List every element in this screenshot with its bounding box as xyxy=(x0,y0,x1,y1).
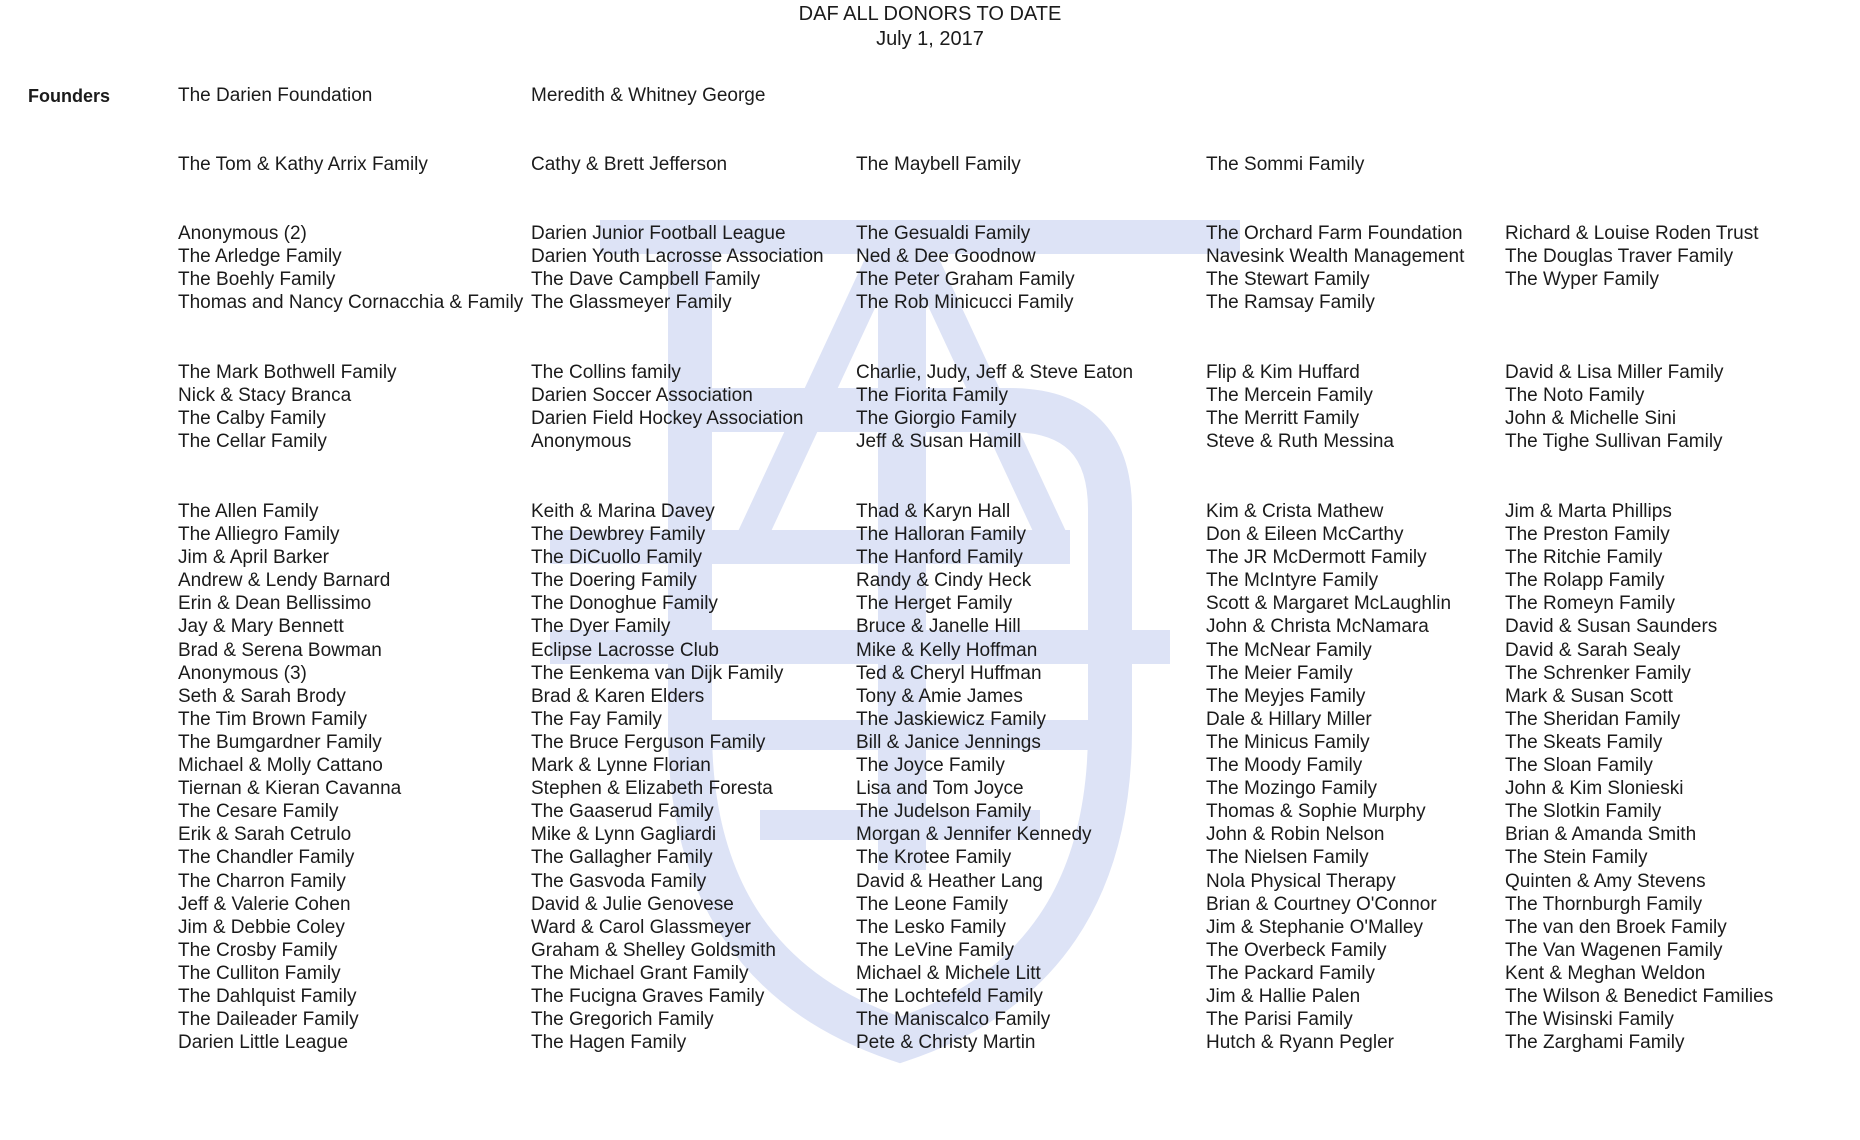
donor-name: Graham & Shelley Goldsmith xyxy=(531,939,776,961)
donor-name: The Slotkin Family xyxy=(1505,801,1662,823)
donor-name: Michael & Molly Cattano xyxy=(178,755,383,777)
donor-name: The Thornburgh Family xyxy=(1505,893,1703,915)
donor-name: David & Susan Saunders xyxy=(1505,616,1718,638)
donor-name: The Daileader Family xyxy=(178,1009,359,1031)
donor-name: John & Robin Nelson xyxy=(1206,824,1385,846)
donor-name: The Chandler Family xyxy=(178,847,355,869)
donor-name: The Wisinski Family xyxy=(1505,1009,1674,1031)
donor-name: Darien Junior Football League xyxy=(531,223,786,244)
donor-column-3 xyxy=(856,153,1021,176)
donor-name: The Doering Family xyxy=(531,570,697,592)
donor-name: Hutch & Ryann Pegler xyxy=(1206,1032,1394,1054)
donor-name: The Joyce Family xyxy=(856,755,1005,777)
donor-name: Navesink Wealth Management xyxy=(1206,246,1465,268)
donor-name: The Halloran Family xyxy=(856,524,1026,546)
donor-name: Darien Youth Lacrosse Association xyxy=(531,246,824,268)
donor-name: Keith & Marina Davey xyxy=(531,501,715,522)
donor-column-5 xyxy=(1505,222,1758,291)
donor-name: Scott & Margaret McLaughlin xyxy=(1206,593,1452,615)
donor-name: Ward & Carol Glassmeyer xyxy=(531,916,751,938)
donor-name: The Stein Family xyxy=(1505,847,1648,869)
donor-name: Nick & Stacy Branca xyxy=(178,385,352,407)
donor-name: The Romeyn Family xyxy=(1505,593,1675,615)
donor-name: The Douglas Traver Family xyxy=(1505,246,1734,268)
donor-name: The Nielsen Family xyxy=(1206,847,1369,869)
donor-name: Brian & Amanda Smith xyxy=(1505,824,1697,846)
donor-name: The Judelson Family xyxy=(856,801,1032,823)
donor-name: Thomas & Sophie Murphy xyxy=(1206,801,1426,823)
donor-name: The Merritt Family xyxy=(1206,408,1360,430)
donor-name: Darien Field Hockey Association xyxy=(531,408,804,430)
donor-name: Anonymous xyxy=(531,431,632,453)
donor-name: Jeff & Valerie Cohen xyxy=(178,893,351,915)
donor-name: Steve & Ruth Messina xyxy=(1206,431,1394,453)
donor-name: Flip & Kim Huffard xyxy=(1206,362,1360,383)
donor-column-1 xyxy=(178,500,401,1054)
donor-name: The Jaskiewicz Family xyxy=(856,708,1047,730)
donor-name: The Ramsay Family xyxy=(1206,292,1375,314)
donor-name: The Skeats Family xyxy=(1505,731,1663,753)
donor-name: Mark & Lynne Florian xyxy=(531,755,711,777)
donor-name: Ted & Cheryl Huffman xyxy=(856,662,1042,684)
donor-name: Bill & Janice Jennings xyxy=(856,731,1041,753)
donor-name: The Charron Family xyxy=(178,870,346,892)
donor-column-4 xyxy=(1206,222,1464,314)
donor-name: The Dewbrey Family xyxy=(531,524,706,546)
donor-name: David & Julie Genovese xyxy=(531,893,734,915)
donor-name: The Zarghami Family xyxy=(1505,1032,1685,1054)
donor-name: Brad & Karen Elders xyxy=(531,685,705,707)
donor-name: Seth & Sarah Brody xyxy=(178,685,346,707)
donor-name: The Bruce Ferguson Family xyxy=(531,731,766,753)
donor-name: Nola Physical Therapy xyxy=(1206,870,1396,892)
donor-name: The Boehly Family xyxy=(178,269,336,291)
donor-name: The Gesualdi Family xyxy=(856,223,1031,244)
donor-name: Jay & Mary Bennett xyxy=(178,616,344,638)
donor-name: The Moody Family xyxy=(1206,755,1363,777)
donor-name: The DiCuollo Family xyxy=(531,547,703,569)
donor-name: Jim & Hallie Palen xyxy=(1206,985,1361,1007)
donor-name: The Dave Campbell Family xyxy=(531,269,761,291)
donor-name: Michael & Michele Litt xyxy=(856,962,1041,984)
donor-name: The Gregorich Family xyxy=(531,1009,714,1031)
donor-name: Jim & April Barker xyxy=(178,547,329,569)
donor-name: Jim & Marta Phillips xyxy=(1505,501,1672,522)
donor-column-4 xyxy=(1206,361,1394,453)
donor-name: The Van Wagenen Family xyxy=(1505,939,1723,961)
donor-name: The Sloan Family xyxy=(1505,755,1653,777)
donor-name: Mike & Lynn Gagliardi xyxy=(531,824,717,846)
donor-name: The Tom & Kathy Arrix Family xyxy=(178,154,428,175)
donor-column-5 xyxy=(1505,361,1724,453)
donor-name: The Arledge Family xyxy=(178,246,342,268)
donor-column-5 xyxy=(1505,500,1773,1054)
donor-name: Lisa and Tom Joyce xyxy=(856,778,1024,800)
donor-name: The Sheridan Family xyxy=(1505,708,1681,730)
donor-column-1 xyxy=(178,84,372,107)
donor-name: The Rolapp Family xyxy=(1505,570,1665,592)
donor-name: The Wyper Family xyxy=(1505,269,1659,291)
donor-name: The Alliegro Family xyxy=(178,524,340,546)
donor-name: The Leone Family xyxy=(856,893,1009,915)
donor-column-1 xyxy=(178,361,397,453)
donor-name: Brad & Serena Bowman xyxy=(178,639,382,661)
donor-name: The Gallagher Family xyxy=(531,847,713,869)
donor-name: The Meier Family xyxy=(1206,662,1353,684)
donor-name: Anonymous (3) xyxy=(178,662,307,684)
donor-name: The Fucigna Graves Family xyxy=(531,985,765,1007)
donor-column-2 xyxy=(531,361,803,453)
donor-name: The Krotee Family xyxy=(856,847,1012,869)
donor-column-2 xyxy=(531,153,727,176)
donor-name: The Hagen Family xyxy=(531,1032,687,1054)
donor-name: Darien Little League xyxy=(178,1032,349,1054)
donor-name: John & Christa McNamara xyxy=(1206,616,1429,638)
donor-name: Anonymous (2) xyxy=(178,223,307,244)
donor-name: The Stewart Family xyxy=(1206,269,1370,291)
donor-name: Randy & Cindy Heck xyxy=(856,570,1032,592)
donor-name: The Maniscalco Family xyxy=(856,1009,1051,1031)
donor-name: Jeff & Susan Hamill xyxy=(856,431,1022,453)
donor-name: David & Sarah Sealy xyxy=(1505,639,1681,661)
donor-column-3 xyxy=(856,361,1133,453)
donor-name: The Gasvoda Family xyxy=(531,870,707,892)
donor-name: Kent & Meghan Weldon xyxy=(1505,962,1706,984)
donor-name: Don & Eileen McCarthy xyxy=(1206,524,1404,546)
donor-name: The Allen Family xyxy=(178,501,319,522)
donor-name: Dale & Hillary Miller xyxy=(1206,708,1372,730)
donor-name: The Minicus Family xyxy=(1206,731,1370,753)
donor-name: The Dyer Family xyxy=(531,616,671,638)
donor-name: The Darien Foundation xyxy=(178,85,373,106)
document-date: July 1, 2017 xyxy=(876,28,984,50)
donor-name: Quinten & Amy Stevens xyxy=(1505,870,1706,892)
donor-name: The Fiorita Family xyxy=(856,385,1009,407)
donor-name: The Orchard Farm Foundation xyxy=(1206,223,1463,244)
donor-column-2 xyxy=(531,222,824,314)
donor-name: Pete & Christy Martin xyxy=(856,1032,1036,1054)
donor-name: The Michael Grant Family xyxy=(531,962,749,984)
donor-name: The Overbeck Family xyxy=(1206,939,1387,961)
donor-name: The LeVine Family xyxy=(856,939,1015,961)
donor-column-1 xyxy=(178,222,523,314)
donor-name: The Cellar Family xyxy=(178,431,327,453)
donor-name: Bruce & Janelle Hill xyxy=(856,616,1021,638)
donor-name: The Donoghue Family xyxy=(531,593,718,615)
donor-name: The Preston Family xyxy=(1505,524,1670,546)
donor-name: David & Lisa Miller Family xyxy=(1505,362,1724,383)
donor-name: Charlie, Judy, Jeff & Steve Eaton xyxy=(856,362,1134,383)
donor-name: The Cesare Family xyxy=(178,801,339,823)
donor-name: John & Michelle Sini xyxy=(1505,408,1677,430)
donor-name: Ned & Dee Goodnow xyxy=(856,246,1036,268)
donor-name: Jim & Debbie Coley xyxy=(178,916,345,938)
donor-name: The JR McDermott Family xyxy=(1206,547,1427,569)
donor-name: The McIntyre Family xyxy=(1206,570,1379,592)
donor-name: The Packard Family xyxy=(1206,962,1375,984)
donor-name: The Noto Family xyxy=(1505,385,1645,407)
donor-column-2 xyxy=(531,84,765,107)
donor-name: The Collins family xyxy=(531,362,681,383)
donor-name: The Hanford Family xyxy=(856,547,1023,569)
donor-name: The Culliton Family xyxy=(178,962,341,984)
donor-name: The Tighe Sullivan Family xyxy=(1505,431,1723,453)
tier-label-founders: Founders xyxy=(28,86,111,106)
donor-name: The Maybell Family xyxy=(856,154,1021,175)
donor-name: The Dahlquist Family xyxy=(178,985,357,1007)
donor-name: The Peter Graham Family xyxy=(856,269,1075,291)
donor-name: Brian & Courtney O'Connor xyxy=(1206,893,1437,915)
donor-name: Mike & Kelly Hoffman xyxy=(856,639,1038,661)
donor-name: Richard & Louise Roden Trust xyxy=(1505,223,1759,244)
donor-name: The Herget Family xyxy=(856,593,1013,615)
donor-name: The Parisi Family xyxy=(1206,1009,1353,1031)
donor-name: Tiernan & Kieran Cavanna xyxy=(178,778,402,800)
donor-name: Eclipse Lacrosse Club xyxy=(531,639,719,661)
donor-name: Erin & Dean Bellissimo xyxy=(178,593,372,615)
donor-name: The Lesko Family xyxy=(856,916,1006,938)
donor-name: The Sommi Family xyxy=(1206,154,1365,175)
donor-name: The Eenkema van Dijk Family xyxy=(531,662,784,684)
donor-name: David & Heather Lang xyxy=(856,870,1043,892)
donor-column-3 xyxy=(856,222,1075,314)
donor-name: Meredith & Whitney George xyxy=(531,85,766,106)
donor-name: Mark & Susan Scott xyxy=(1505,685,1673,707)
donor-name: The Mozingo Family xyxy=(1206,778,1378,800)
donor-column-4 xyxy=(1206,500,1451,1054)
donor-name: Jim & Stephanie O'Malley xyxy=(1206,916,1423,938)
donor-column-2 xyxy=(531,500,783,1054)
donor-name: The Lochtefeld Family xyxy=(856,985,1043,1007)
donor-name: Darien Soccer Association xyxy=(531,385,753,407)
donor-name: The Schrenker Family xyxy=(1505,662,1691,684)
document-header xyxy=(0,2,1860,52)
donor-name: Tony & Amie James xyxy=(856,685,1023,707)
donor-name: The Glassmeyer Family xyxy=(531,292,732,314)
donor-name: The Ritchie Family xyxy=(1505,547,1663,569)
donor-name: The Fay Family xyxy=(531,708,662,730)
donor-name: The Gaaserud Family xyxy=(531,801,714,823)
donor-name: The Wilson & Benedict Families xyxy=(1505,985,1774,1007)
donor-name: The Mark Bothwell Family xyxy=(178,362,397,383)
donor-column-1 xyxy=(178,153,428,176)
donor-name: Erik & Sarah Cetrulo xyxy=(178,824,352,846)
donor-column-4 xyxy=(1206,153,1364,176)
donor-name: The Rob Minicucci Family xyxy=(856,292,1074,314)
donor-name: Cathy & Brett Jefferson xyxy=(531,154,728,175)
donor-name: Stephen & Elizabeth Foresta xyxy=(531,778,773,800)
document-title: DAF ALL DONORS TO DATE xyxy=(798,3,1062,25)
donor-name: Thad & Karyn Hall xyxy=(856,501,1011,522)
donor-name: The Mercein Family xyxy=(1206,385,1373,407)
donor-name: The McNear Family xyxy=(1206,639,1372,661)
donor-name: John & Kim Slonieski xyxy=(1505,778,1684,800)
donor-name: Andrew & Lendy Barnard xyxy=(178,570,391,592)
donor-name: Morgan & Jennifer Kennedy xyxy=(856,824,1092,846)
donor-name: The Meyjes Family xyxy=(1206,685,1366,707)
donor-name: The Calby Family xyxy=(178,408,326,430)
donor-column-3 xyxy=(856,500,1092,1054)
donor-name: Thomas and Nancy Cornacchia & Family xyxy=(178,292,524,314)
donor-name: The Giorgio Family xyxy=(856,408,1017,430)
donor-name: The Tim Brown Family xyxy=(178,708,367,730)
donor-name: The Crosby Family xyxy=(178,939,338,961)
donor-name: Kim & Crista Mathew xyxy=(1206,501,1384,522)
donor-name: The van den Broek Family xyxy=(1505,916,1727,938)
donor-name: The Bumgardner Family xyxy=(178,731,382,753)
